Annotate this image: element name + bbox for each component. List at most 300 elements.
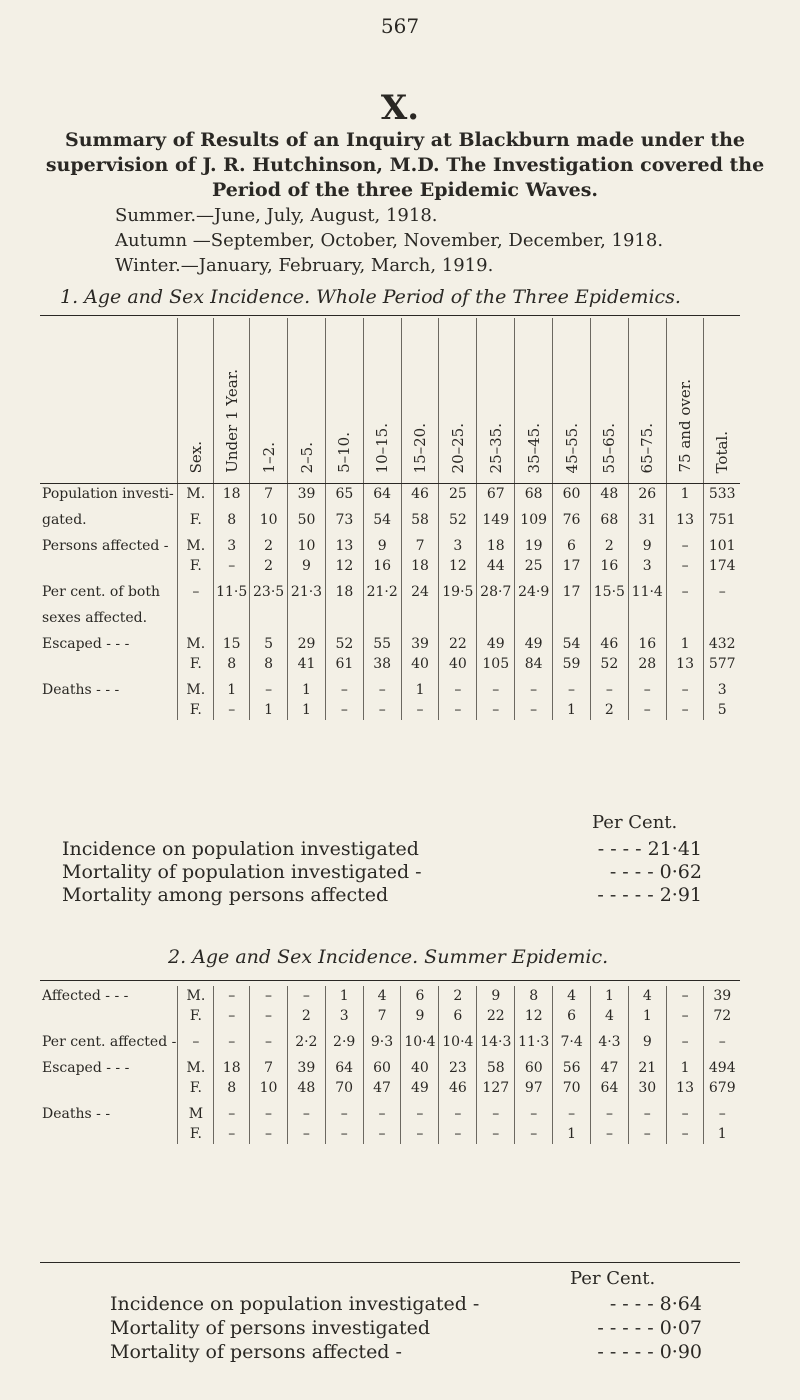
summary-value: - - - - 8·64 [609,1293,702,1315]
table-cell [439,602,477,628]
table-cell: 16 [363,556,401,576]
table-cell: 52 [439,504,477,530]
table-cell: 3 [628,556,666,576]
table-cell: – [250,1006,288,1026]
table-cell: 55 [363,628,401,654]
table-cell: 21·2 [363,576,401,602]
table-row [40,628,740,654]
table-cell: – [178,576,214,602]
table-cell: – [666,1098,704,1124]
table-cell: 15 [214,628,250,654]
row-label: Population investi- [42,486,174,502]
row-label: Deaths - - [42,1106,111,1122]
table-cell: 40 [439,654,477,674]
table-cell: – [439,674,477,700]
table-cell: 54 [553,628,591,654]
row-label: sexes affected. [42,610,148,626]
table-cell: 18 [477,530,515,556]
table-cell: 28·7 [477,576,515,602]
table-row [40,1052,740,1078]
table-cell: 18 [325,576,363,602]
column-header [363,318,401,484]
table-cell: 64 [363,484,401,505]
table-cell: – [704,576,740,602]
table1 [40,318,740,720]
column-header-label: 10–15. [373,422,392,473]
column-header-label: 35–45. [524,422,543,473]
table-cell: 52 [590,654,628,674]
table-cell: 64 [591,1078,629,1098]
summary-label: Incidence on population investigated [62,838,419,860]
table-cell: 11·4 [628,576,666,602]
table-cell: – [704,1026,740,1052]
table-cell: 97 [515,1078,553,1098]
table-cell: – [363,700,401,720]
table-cell: 101 [704,530,740,556]
table-cell: – [250,986,288,1006]
table-cell: – [477,700,515,720]
table-row [40,602,740,628]
table-cell: 15·5 [590,576,628,602]
table-cell: 46 [439,1078,477,1098]
table-cell: 679 [704,1078,740,1098]
table-cell: 174 [704,556,740,576]
table-cell: – [666,986,704,1006]
table-cell: 1 [288,674,326,700]
table-cell: 39 [401,628,439,654]
table-cell: – [214,1124,250,1144]
table-cell [250,602,288,628]
table-cell: – [439,1124,477,1144]
table-cell: – [363,1124,401,1144]
table-cell: 1 [553,700,591,720]
table-cell: 1 [666,484,704,505]
table-cell [178,602,214,628]
table-cell: – [515,700,553,720]
table-cell: 58 [401,504,439,530]
table-cell: M. [178,1052,214,1078]
table-row [40,674,740,700]
table-cell: 16 [590,556,628,576]
summary-value: - - - - - 2·91 [597,884,702,906]
table-cell: M. [178,674,214,700]
table-cell: 1 [250,700,288,720]
table-cell: 18 [214,1052,250,1078]
table-cell: – [325,1098,363,1124]
table-cell: 46 [590,628,628,654]
table-cell: – [666,1026,704,1052]
table-cell [401,602,439,628]
table-cell: – [591,1124,629,1144]
table-cell: 30 [628,1078,666,1098]
table2 [40,986,740,1144]
table-cell [590,602,628,628]
table-cell: 39 [704,986,740,1006]
table-cell: 72 [704,1006,740,1026]
table-cell: 10 [250,504,288,530]
table-cell: 494 [704,1052,740,1078]
row-label [40,1078,178,1098]
column-header [515,318,553,484]
table-cell: 9·3 [363,1026,401,1052]
table-cell: – [477,1098,515,1124]
table-cell: – [325,700,363,720]
table-cell: – [439,700,477,720]
table1-percent-header: Per Cent. [592,812,678,833]
column-header [704,318,740,484]
summary-label: Mortality of persons investigated [110,1317,431,1339]
row-label: Persons affected - [42,538,169,554]
table-cell: 8 [214,1078,250,1098]
table-cell: 7 [401,530,439,556]
row-label [40,654,178,674]
table-cell: 64 [325,1052,363,1078]
summary-label: Incidence on population investigated - [110,1293,480,1315]
table-cell: 39 [288,484,326,505]
table-cell: 2 [250,530,288,556]
table-cell: – [250,1124,288,1144]
table-cell: – [666,1124,704,1144]
table-cell: 12 [439,556,477,576]
table-cell: 58 [477,1052,515,1078]
column-header [666,318,704,484]
table-cell: – [628,700,666,720]
column-header [214,318,250,484]
table-cell: 29 [288,628,326,654]
table-cell: 22 [439,628,477,654]
table-cell: 8 [214,654,250,674]
column-header [590,318,628,484]
table-cell: 49 [401,1078,439,1098]
table-cell: 17 [553,576,591,602]
table-cell: 9 [401,1006,439,1026]
table-cell: 47 [591,1052,629,1078]
table-cell: – [704,1098,740,1124]
table-cell: 1 [591,986,629,1006]
table-cell: 1 [325,986,363,1006]
row-label [40,1124,178,1144]
table-cell: 70 [553,1078,591,1098]
table-cell: 49 [515,628,553,654]
table-cell: – [325,1124,363,1144]
table-cell: 4 [553,986,591,1006]
table-cell: 13 [325,530,363,556]
table-cell: 6 [553,1006,591,1026]
table1-header-blank [40,318,178,484]
table-row [40,1026,740,1052]
table-cell: – [325,674,363,700]
table-cell: – [401,1098,439,1124]
table-cell: 1 [666,628,704,654]
column-header-label: Total. [713,430,732,473]
summary-label: Mortality of persons affected - [110,1341,402,1363]
table-cell: – [515,1124,553,1144]
row-label: Escaped - - - [42,1060,130,1076]
table-cell: F. [178,504,214,530]
row-label [40,556,178,576]
table-cell: 3 [214,530,250,556]
table-cell: 2·2 [287,1026,325,1052]
table-cell [515,602,553,628]
table-cell: M. [178,484,214,505]
table-cell: 10·4 [439,1026,477,1052]
table-cell: 7·4 [553,1026,591,1052]
table1-title: 1. Age and Sex Incidence. Whole Period of the Three Epidemics. [60,286,681,308]
table-cell: 54 [363,504,401,530]
table-cell: 16 [628,628,666,654]
table-cell: 2 [439,986,477,1006]
table-cell: 25 [515,556,553,576]
table-cell: 39 [287,1052,325,1078]
table-cell: – [250,1026,288,1052]
table-cell: 31 [628,504,666,530]
table-cell: 6 [401,986,439,1006]
table-cell: 9 [477,986,515,1006]
row-label: Escaped - - - [42,636,130,652]
table-cell: – [250,1098,288,1124]
row-label: Affected - - - [42,988,129,1004]
table-row [40,576,740,602]
table-cell: 6 [439,1006,477,1026]
table-row [40,654,740,674]
table-cell: F. [178,1078,214,1098]
table-cell: 10 [288,530,326,556]
table-row [40,484,740,505]
table-cell [477,602,515,628]
table-cell: 73 [325,504,363,530]
table-cell: F. [178,654,214,674]
table-cell: 127 [477,1078,515,1098]
table-cell: – [214,700,250,720]
table-cell [704,602,740,628]
table-cell: 8 [214,504,250,530]
table-cell: 21·3 [288,576,326,602]
column-header-label: 55–65. [600,422,619,473]
column-header-label: Sex. [186,440,205,473]
table-cell: 432 [704,628,740,654]
table-cell: – [591,1098,629,1124]
column-header-label: 25–35. [486,422,505,473]
table-cell: M. [178,986,214,1006]
table-cell: 109 [515,504,553,530]
table-cell: – [214,986,250,1006]
row-label: Per cent. affected - [42,1034,177,1050]
table-cell: – [477,674,515,700]
table-row [40,1006,740,1026]
column-header [439,318,477,484]
summary-value: - - - - - 0·07 [597,1317,702,1339]
period-summer: Summer.—June, July, August, 1918. [115,205,438,226]
table-cell: 23 [439,1052,477,1078]
table-cell: 9 [288,556,326,576]
table-cell: 2·9 [325,1026,363,1052]
table-cell: 9 [363,530,401,556]
table-cell: 19 [515,530,553,556]
table-cell: 7 [363,1006,401,1026]
table-cell: 38 [363,654,401,674]
table-cell: – [401,700,439,720]
summary-value: - - - - 0·62 [609,861,702,883]
table-cell: 3 [325,1006,363,1026]
table-cell: 18 [214,484,250,505]
column-header [401,318,439,484]
table-row [40,556,740,576]
table-cell: 24·9 [515,576,553,602]
table-cell: 52 [325,628,363,654]
row-label [40,700,178,720]
row-label: gated. [42,512,87,528]
table-cell: 149 [477,504,515,530]
table-cell: 59 [553,654,591,674]
column-header [288,318,326,484]
table-cell: – [287,1124,325,1144]
table-cell: 13 [666,504,704,530]
table-cell: 11·3 [515,1026,553,1052]
table-cell: 44 [477,556,515,576]
column-header-label: 5–10. [335,432,354,473]
table-cell: 7 [250,484,288,505]
table-cell: 2 [590,700,628,720]
page-heading: Summary of Results of an Inquiry at Blackburn made under the supervision of J. R. Hutchinson, M.D. The Investigation covered the Period of the three Epidemic Waves. [45,129,765,201]
summary-label: Mortality of population investigated - [62,861,422,883]
column-header [628,318,666,484]
table-cell: 49 [477,628,515,654]
column-header-label: 1–2. [259,441,278,473]
table-cell: – [214,1098,250,1124]
table-cell: 1 [401,674,439,700]
table-cell: F. [178,1006,214,1026]
row-label: Per cent. of both [42,584,160,600]
table-cell: – [666,530,704,556]
table-cell: 105 [477,654,515,674]
table-cell: – [666,700,704,720]
table-cell: 10·4 [401,1026,439,1052]
table-cell: 47 [363,1078,401,1098]
table-cell: 2 [287,1006,325,1026]
table-cell [325,602,363,628]
table-cell: 76 [553,504,591,530]
column-header [250,318,288,484]
table-cell: – [666,1006,704,1026]
table-cell: 70 [325,1078,363,1098]
table-cell: – [477,1124,515,1144]
table-cell: 19·5 [439,576,477,602]
period-autumn: Autumn —September, October, November, December, 1918. [115,230,664,251]
column-header-label: 20–25. [448,422,467,473]
column-header-label: 2–5. [297,441,316,473]
column-header [178,318,214,484]
table-cell: 5 [250,628,288,654]
table-cell: 9 [628,1026,666,1052]
table-cell: 4 [628,986,666,1006]
table-cell: 9 [628,530,666,556]
table-cell: 68 [515,484,553,505]
table-cell: 13 [666,654,704,674]
table-row [40,1078,740,1098]
table-cell: – [214,1006,250,1026]
table-cell: 7 [250,1052,288,1078]
column-header [477,318,515,484]
table-cell: – [515,1098,553,1124]
table-cell: – [628,1098,666,1124]
table-cell: 533 [704,484,740,505]
table-cell: – [515,674,553,700]
table-cell: 21 [628,1052,666,1078]
table-cell: 50 [288,504,326,530]
table-cell: M. [178,530,214,556]
summary-value: - - - - 21·41 [597,838,702,860]
table-cell: – [363,1098,401,1124]
table-cell: – [214,1026,250,1052]
table-cell [214,602,250,628]
table-cell: 26 [628,484,666,505]
table-cell: – [401,1124,439,1144]
table-cell: – [439,1098,477,1124]
table-cell: 41 [288,654,326,674]
table-cell: – [628,1124,666,1144]
table-cell: 8 [515,986,553,1006]
section-title: X. [380,88,420,128]
table-cell: 65 [325,484,363,505]
table-cell: 10 [250,1078,288,1098]
table1-top-rule [40,315,740,316]
table-cell: 12 [515,1006,553,1026]
table-cell: 1 [704,1124,740,1144]
table-cell: 4·3 [591,1026,629,1052]
table-cell: 2 [590,530,628,556]
table-cell: 28 [628,654,666,674]
table-cell: 46 [401,484,439,505]
table-cell: – [666,556,704,576]
table-cell: 3 [439,530,477,556]
table-cell: 1 [214,674,250,700]
row-label: Deaths - - - [42,682,120,698]
table-cell: M [178,1098,214,1124]
table-cell: 23·5 [250,576,288,602]
table-cell: – [287,986,325,1006]
table-cell: 11·5 [214,576,250,602]
column-header-label: 65–75. [638,422,657,473]
table-cell: 48 [590,484,628,505]
table-cell: 4 [363,986,401,1006]
table-cell: 1 [288,700,326,720]
table-cell: 17 [553,556,591,576]
table-cell: – [666,576,704,602]
table-cell [288,602,326,628]
table-cell: 13 [666,1078,704,1098]
table2-top-rule [40,980,740,981]
table-cell: – [178,1026,214,1052]
table-cell: 5 [704,700,740,720]
table-cell [553,602,591,628]
table2-percent-header: Per Cent. [570,1268,656,1289]
table-cell: M. [178,628,214,654]
table-cell: 12 [325,556,363,576]
table-cell: – [628,674,666,700]
summary-value: - - - - - 0·90 [597,1341,702,1363]
table-cell: 60 [363,1052,401,1078]
table-cell: 60 [553,484,591,505]
table-cell: 1 [628,1006,666,1026]
table-cell: 60 [515,1052,553,1078]
table-cell: 2 [250,556,288,576]
period-winter: Winter.—January, February, March, 1919. [115,255,494,276]
table-cell [363,602,401,628]
table-row [40,986,740,1006]
page-number: 567 [380,14,420,38]
column-header-label: 15–20. [411,422,430,473]
column-header [325,318,363,484]
